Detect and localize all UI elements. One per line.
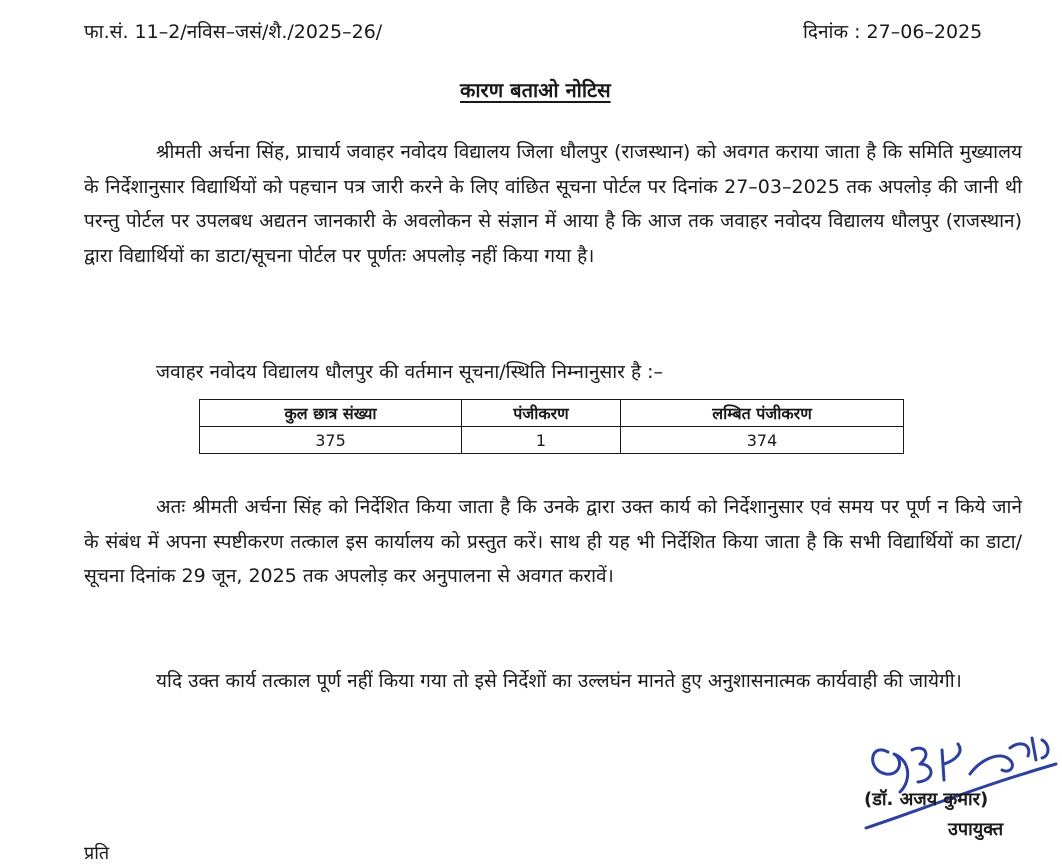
status-table-header-row: [200, 400, 904, 427]
status-intro: जवाहर नवोदय विद्यालय धौलपुर की वर्तमान सूचना/स्थिति निम्नानुसार है :–: [156, 361, 664, 383]
notice-title: कारण बताओ नोटिस: [460, 78, 611, 102]
notice-date: दिनांक : 27–06–2025: [803, 21, 983, 43]
header-pending-registration: लम्बित पंजीकरण: [621, 400, 904, 427]
signatory-name: (डॉ. अजय कुमार): [864, 789, 989, 810]
cell-registered: 1: [461, 427, 620, 454]
paragraph-2: अतः श्रीमती अर्चना सिंह को निर्देशित किया जाता है कि उनके द्वारा उक्त कार्य को निर्देशानुसार एवं समय पर पूर्ण न किये जाने के संबंध में अपना स्पष्टीकरण तत्काल इस कार्यालय को प्रस्तुत करें। साथ ही यह भी निर्देशित किया जाता है कि सभी विद्यार्थियों का डाटा/सूचना दिनांक 29 जून, 2025 तक अपलोड़ कर अनुपालना से अवगत करावें।: [84, 496, 1022, 587]
paragraph-1: श्रीमती अर्चना सिंह, प्राचार्य जवाहर नवोदय विद्यालय जिला धौलपुर (राजस्थान) को अवगत कराया जाता है कि समिति मुख्यालय के निर्देशानुसार विद्यार्थियों को पहचान पत्र जारी करने के लिए वांछित सूचना पोर्टल पर दिनांक 27–03–2025 तक अपलोड़ की जानी थी परन्तु पोर्टल पर उपलबध अद्यतन जानकारी के अवलोकन से संज्ञान में आया है कि आज तक जवाहर नवोदय विद्यालय धौलपुर (राजस्थान) द्वारा विद्यार्थियों का डाटा/सूचना पोर्टल पर पूर्णतः अपलोड़ नहीं किया गया है।: [84, 141, 1022, 267]
header-total-students: कुल छात्र संख्या: [200, 400, 462, 427]
cell-pending-registration: 374: [621, 427, 904, 454]
status-table-row: [200, 427, 904, 454]
file-number: फा.सं. 11–2/नविस–जसं/शै./2025–26/: [84, 21, 383, 43]
header-registered: पंजीकरण: [461, 400, 620, 427]
signatory-designation: उपायुक्त: [948, 819, 1004, 840]
status-table: [199, 399, 904, 454]
copy-to-label: प्रति: [84, 843, 110, 864]
paragraph-3: यदि उक्त कार्य तत्काल पूर्ण नहीं किया गया तो इसे निर्देशों का उल्लघंन मानते हुए अनुशासनात्मक कार्यवाही की जायेगी।: [156, 670, 962, 692]
cell-total-students: 375: [200, 427, 462, 454]
